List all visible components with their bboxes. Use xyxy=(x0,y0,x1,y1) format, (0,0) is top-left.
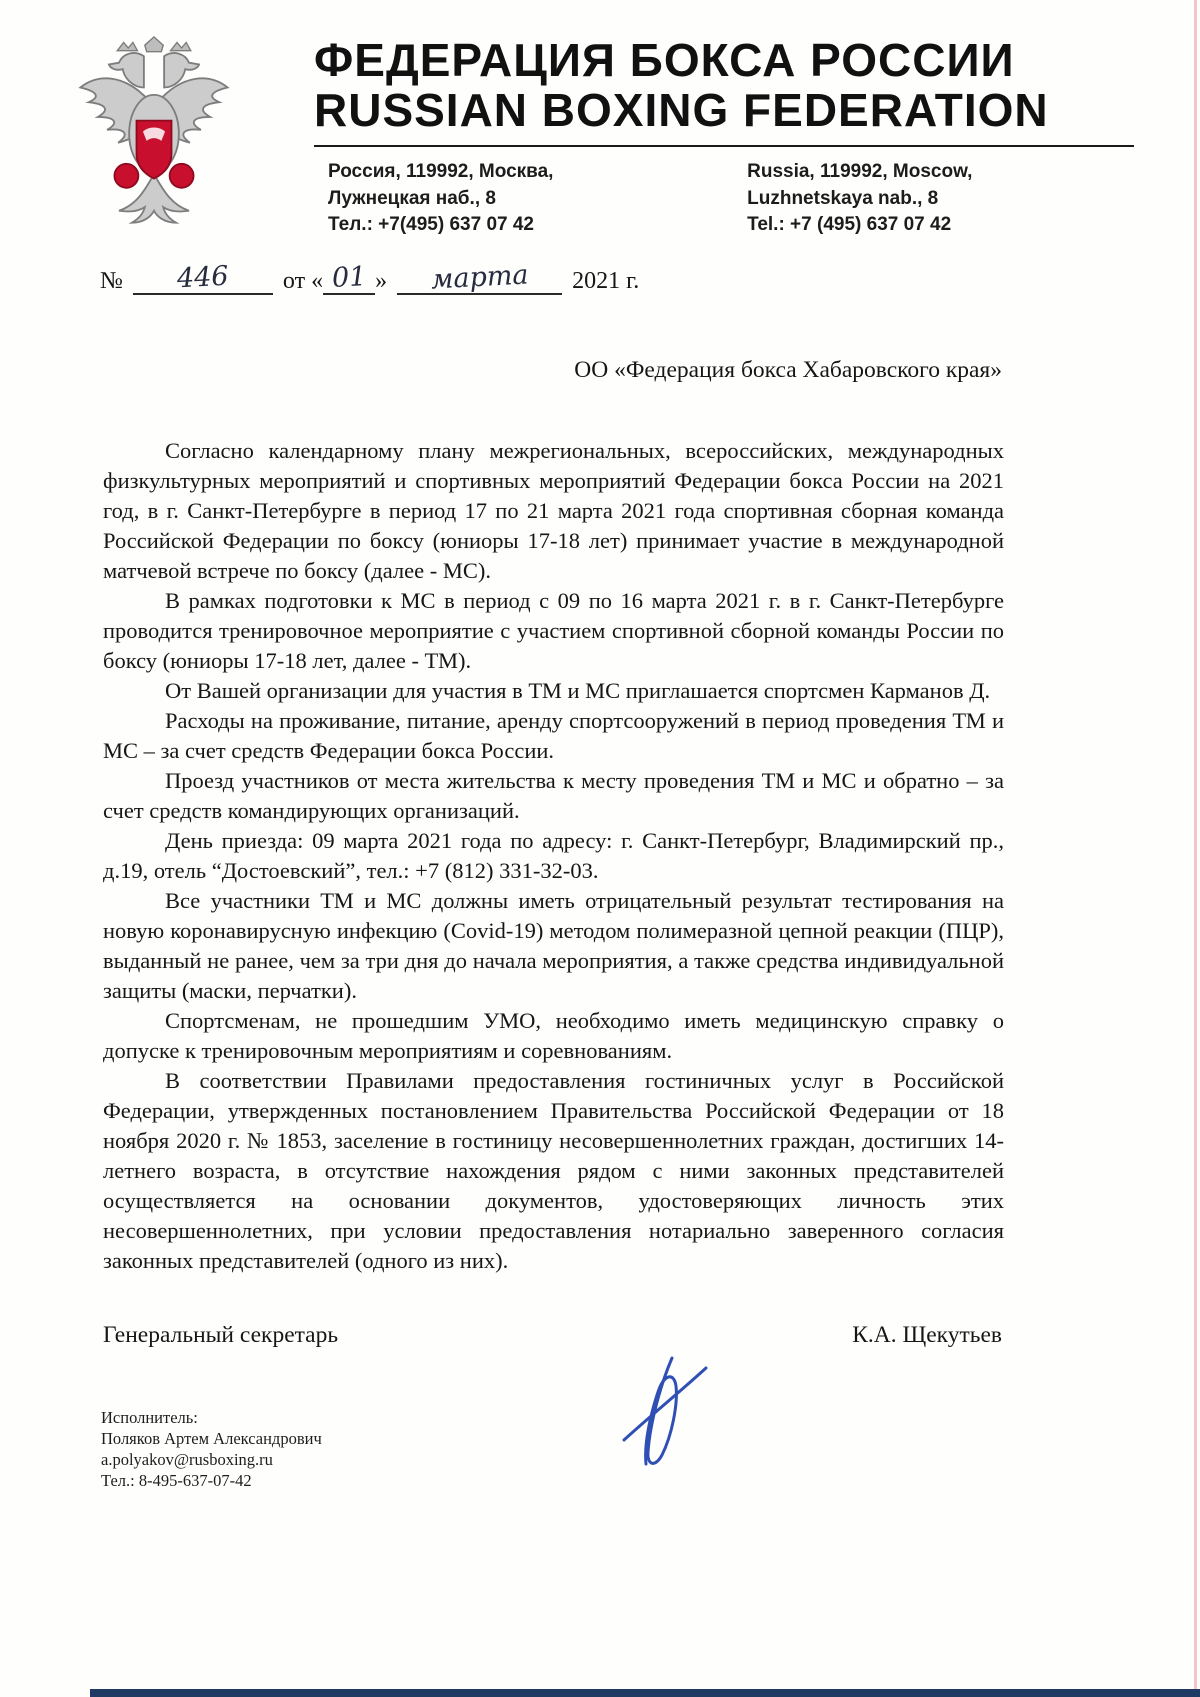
paragraph: Проезд участников от места жительства к месту проведения ТМ и МС и обратно – за счет средств командирующих организаций. xyxy=(103,768,1004,823)
paragraph: В соответствии Правилами предоставления гостиничных услуг в Российской Федерации, утвержденных постановлением Правительства Российской Федерации от 18 ноября 2020 г. № 1853, заселение в гостиницу несовершеннолетних граждан, достигших 14-летнего возраста, в отсутствие нахождения рядом с ними законных представителей осуществляется на основании документов, удостоверяющих личность этих несовершеннолетних, при условии предоставления нотариально заверенного согласия законных представителей (одного из них). xyxy=(103,1068,1004,1273)
address-ru-line1: Россия, 119992, Москва, xyxy=(328,161,554,183)
org-name-russian: ФЕДЕРАЦИЯ БОКСА РОССИИ xyxy=(314,34,1015,86)
address-ru-line3: Тел.: +7(495) 637 07 42 xyxy=(328,213,535,235)
ref-month-blank xyxy=(397,259,562,296)
signature-row xyxy=(103,1322,1002,1349)
executor-email: a.polyakov@rusboxing.ru xyxy=(101,1450,273,1469)
handwritten-signature xyxy=(608,1352,718,1477)
letterhead-divider xyxy=(314,145,1134,147)
address-ru-line2: Лужнецкая наб., 8 xyxy=(328,187,496,209)
signer-title: Генеральный секретарь xyxy=(103,1322,339,1348)
ref-close-quote: » xyxy=(375,268,388,294)
address-en-line1: Russia, 119992, Moscow, xyxy=(747,161,973,183)
addresses xyxy=(314,159,1134,238)
bottom-scan-bar xyxy=(90,1689,1200,1697)
paragraph: В рамках подготовки к МС в период с 09 по 16 марта 2021 г. в г. Санкт-Петербурге проводится тренировочное мероприятие с участием спортивной сборной команды России по боксу (юниоры 17-18 лет, далее - ТМ). xyxy=(103,588,1004,673)
executor-phone: Тел.: 8-495-637-07-42 xyxy=(101,1471,252,1490)
paragraph: Спортсменам, не прошедшим УМО, необходимо иметь медицинскую справку о допуске к тренировочным мероприятиям и соревнованиям. xyxy=(103,1008,1004,1063)
double-eagle-emblem-icon xyxy=(62,36,246,231)
org-name-english: RUSSIAN BOXING FEDERATION xyxy=(314,83,1049,136)
paragraph: От Вашей организации для участия в ТМ и МС приглашается спортсмен Карманов Д. xyxy=(165,678,991,703)
signer-name: К.А. Щекутьев xyxy=(852,1322,1002,1348)
address-english xyxy=(747,159,1134,238)
handwritten-ref-number: 446 xyxy=(176,260,230,295)
ref-date-label: от « xyxy=(282,268,324,294)
scan-edge-artifact xyxy=(1194,0,1197,1697)
paragraph: Все участники ТМ и МС должны иметь отрицательный результат тестирования на новую коронавирусную инфекцию (Covid-19) методом полимеразной цепной реакции (ПЦР), выданный не ранее, чем за три дня до начала мероприятия, а также средства индивидуальной защиты (маски, перчатки). xyxy=(103,888,1004,1003)
address-en-line2: Luzhnetskaya nab., 8 xyxy=(747,187,939,209)
ref-number-blank xyxy=(133,262,273,295)
letter-body xyxy=(103,436,1004,1276)
address-en-line3: Tel.: +7 (495) 637 07 42 xyxy=(747,213,952,235)
executor-label: Исполнитель: xyxy=(101,1408,198,1427)
recipient-line: ОО «Федерация бокса Хабаровского края» xyxy=(574,357,1002,383)
ref-number-label: № xyxy=(100,268,123,294)
handwritten-day: 01 xyxy=(331,261,368,294)
letterhead xyxy=(0,0,1200,238)
handwritten-month: марта xyxy=(430,259,530,296)
address-russian xyxy=(314,159,747,238)
paragraph: Согласно календарному плану межрегиональных, всероссийских, международных физкультурных мероприятий и спортивных мероприятий Федерации бокса России на 2021 год, в г. Санкт-Петербурге в период 17 по 21 марта 2021 года спортивная сборная команда Российской Федерации по боксу (юниоры 17-18 лет) принимает участие в международной матчевой встрече по боксу (далее - МС). xyxy=(103,438,1004,583)
letterhead-text xyxy=(314,36,1134,238)
ref-year: 2021 г. xyxy=(572,268,640,294)
coat-of-arms-emblem xyxy=(62,36,252,238)
paragraph: Расходы на проживание, питание, аренду спортсооружений в период проведения ТМ и МС – за счет средств Федерации бокса России. xyxy=(103,708,1004,763)
paragraph: День приезда: 09 марта 2021 года по адресу: г. Санкт-Петербург, Владимирский пр., д.19, отель “Достоевский”, тел.: +7 (812) 331-32-03. xyxy=(103,828,1004,883)
executor-name: Поляков Артем Александрович xyxy=(101,1429,322,1448)
reference-line xyxy=(100,259,1200,296)
ref-day-blank xyxy=(323,262,375,295)
